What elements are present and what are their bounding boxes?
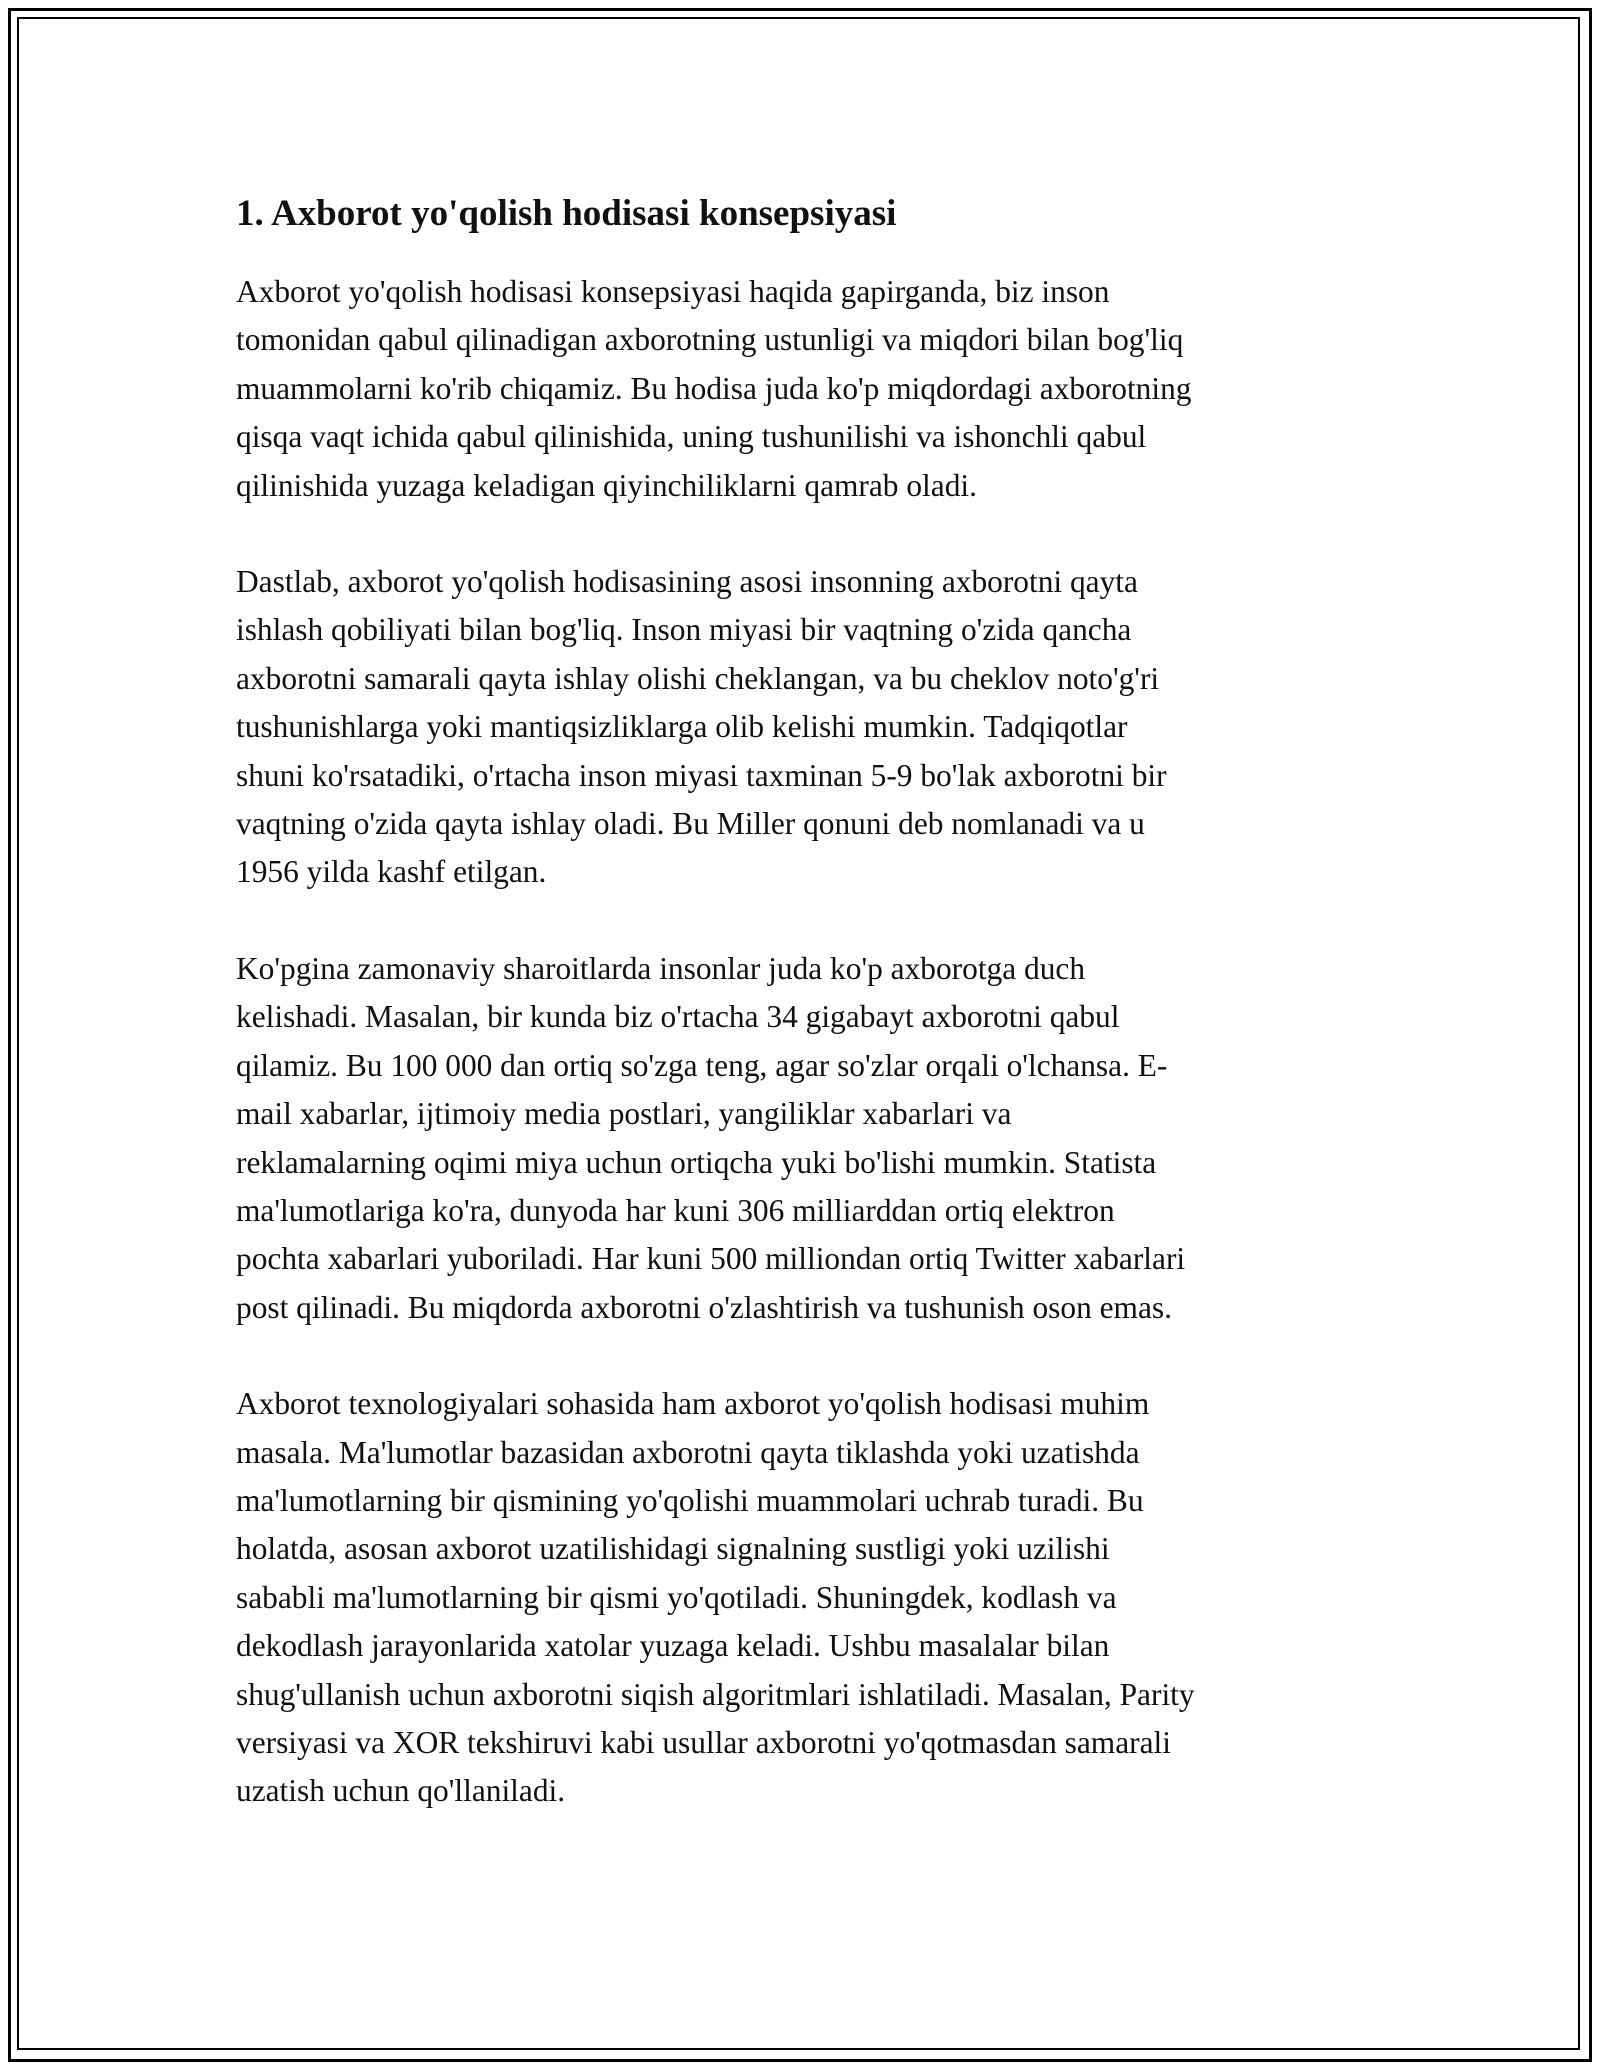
paragraph-4: Axborot texnologiyalari sohasida ham axborot yo'qolish hodisasi muhim masala. Ma'lumotlar bazasidan axborotni qayta tiklashda yoki uzatishda ma'lumotlarning bir qismining yo'qolishi muammolari uchrab turadi. Bu holatda, asosan axborot uzatilishidagi signalning sustligi yoki uzilishi sababli ma'lumotlarning bir qismi yo'qotiladi. Shuningdek, kodlash va dekodlash jarayonlarida xatolar yuzaga keladi. Ushbu masalalar bilan shug'ullanish uchun axborotni siqish algoritmlari ishlatiladi. Masalan, Parity versiyasi va XOR tekshiruvi kabi usullar axborotni yo'qotmasdan samarali uzatish uchun qo'llaniladi. bbox=[236, 1386, 1195, 1809]
paragraph-2: Dastlab, axborot yo'qolish hodisasining asosi insonning axborotni qayta ishlash qobiliyati bilan bog'liq. Inson miyasi bir vaqtning o'zida qancha axborotni samarali qayta ishlay olishi cheklangan, va bu cheklov noto'g'ri tushunishlarga yoki mantiqsizliklarga olib kelishi mumkin. Tadqiqotlar shuni ko'rsatadiki, o'rtacha inson miyasi taxminan 5-9 bo'lak axborotni bir vaqtning o'zida qayta ishlay oladi. Bu Miller qonuni deb nomlanadi va u 1956 yilda kashf etilgan. bbox=[236, 564, 1167, 890]
paragraph-1: Axborot yo'qolish hodisasi konsepsiyasi haqida gapirganda, biz inson tomonidan qabul qilinadigan axborotning ustunligi va miqdori bilan bog'liq muammolarni ko'rib chiqamiz. Bu hodisa juda ko'p miqdordagi axborotning qisqa vaqt ichida qabul qilinishida, uning tushunilishi va ishonchli qabul qilinishida yuzaga keladigan qiyinchiliklarni qamrab oladi. bbox=[236, 274, 1192, 503]
document-body bbox=[236, 188, 1361, 1864]
paragraph-3: Ko'pgina zamonaviy sharoitlarda insonlar juda ko'p axborotga duch kelishadi. Masalan, bir kunda biz o'rtacha 34 gigabayt axborotni qabul qilamiz. Bu 100 000 dan ortiq so'zga teng, agar so'zlar orqali o'lchansa. E- mail xabarlar, ijtimoiy media postlari, yangiliklar xabarlari va reklamalarning oqimi miya uchun ortiqcha yuki bo'lishi mumkin. Statista ma'lumotlariga ko'ra, dunyoda har kuni 306 milliarddan ortiq elektron pochta xabarlari yuboriladi. Har kuni 500 milliondan ortiq Twitter xabarlari post qilinadi. Bu miqdorda axborotni o'zlashtirish va tushunish oson emas. bbox=[236, 950, 1186, 1325]
section-title: 1. Axborot yo'qolish hodisasi konsepsiyasi bbox=[236, 193, 897, 234]
